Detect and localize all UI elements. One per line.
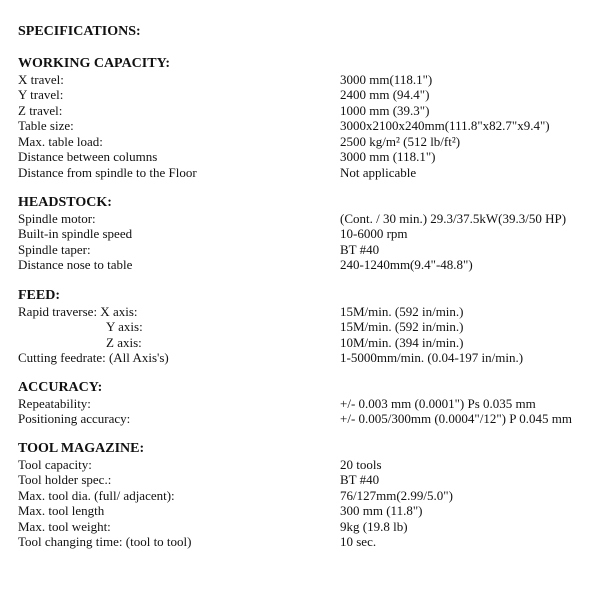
spec-value: 76/127mm(2.99/5.0") <box>340 487 453 503</box>
spec-label: Positioning accuracy: <box>18 411 131 426</box>
spec-value: 20 tools <box>340 456 382 472</box>
spec-label: Tool changing time: (tool to tool) <box>18 534 192 549</box>
spec-value: 15M/min. (592 in/min.) <box>340 319 464 334</box>
section-heading: TOOL MAGAZINE: <box>18 441 145 456</box>
spec-label: Spindle taper: <box>18 241 91 257</box>
spec-row-tool-holder <box>18 472 588 488</box>
spec-label: Distance between columns <box>18 149 158 164</box>
spec-value: +/- 0.005/300mm (0.0004"/12") P 0.045 mm <box>340 411 572 426</box>
spec-value: 10 sec. <box>340 534 377 549</box>
spec-value: 10M/min. (394 in/min.) <box>340 334 464 350</box>
spec-label: Built-in spindle speed <box>18 226 133 241</box>
spec-row-repeatability <box>18 396 588 412</box>
section-heading: ACCURACY: <box>18 380 103 395</box>
spec-row-spindle-speed <box>18 226 588 242</box>
spec-row-spindle-motor <box>18 211 588 227</box>
spec-row-table-size <box>18 118 588 134</box>
spec-row-rapid-z <box>18 335 588 351</box>
spec-value: 240-1240mm(9.4"-48.8") <box>340 257 473 272</box>
section-tool-magazine <box>18 441 588 550</box>
section-feed <box>18 288 588 366</box>
spec-label: Y travel: <box>18 87 64 102</box>
spec-row-max-tool-length <box>18 503 588 519</box>
spec-row-rapid-y <box>18 319 588 335</box>
spec-label: Z travel: <box>18 102 63 118</box>
spec-label: Spindle motor: <box>18 210 96 226</box>
spec-value: 2400 mm (94.4") <box>340 87 430 102</box>
spec-row-max-tool-dia <box>18 488 588 504</box>
spec-value: BT #40 <box>340 241 380 257</box>
section-headstock <box>18 195 588 273</box>
page-title: SPECIFICATIONS: <box>18 24 141 39</box>
spec-row-positioning-accuracy <box>18 411 588 427</box>
spec-value: 1000 mm (39.3") <box>340 102 430 118</box>
spec-row-distance-between-columns <box>18 149 588 165</box>
spec-row-max-tool-weight <box>18 519 588 535</box>
spec-label: X travel: <box>18 71 64 87</box>
spec-row-z-travel <box>18 103 588 119</box>
spec-value: (Cont. / 30 min.) 29.3/37.5kW(39.3/50 HP) <box>340 210 567 226</box>
spec-value: 9kg (19.8 lb) <box>340 518 408 534</box>
spec-label: Max. table load: <box>18 133 103 149</box>
spec-label: Rapid traverse: X axis: <box>18 303 138 319</box>
spec-row-spindle-taper <box>18 242 588 258</box>
spec-value: 2500 kg/m² (512 lb/ft²) <box>340 133 461 149</box>
spec-row-nose-to-table <box>18 257 588 273</box>
spec-row-spindle-to-floor <box>18 165 588 181</box>
spec-label: Z axis: <box>106 334 142 350</box>
spec-label: Table size: <box>18 118 74 133</box>
spec-value: 1-5000mm/min. (0.04-197 in/min.) <box>340 350 524 365</box>
spec-value: 15M/min. (592 in/min.) <box>340 303 464 319</box>
spec-value: 3000 mm(118.1") <box>340 71 433 87</box>
spec-label: Max. tool length <box>18 503 105 518</box>
spec-row-rapid-x <box>18 304 588 320</box>
section-accuracy <box>18 380 588 427</box>
spec-label: Cutting feedrate: (All Axis's) <box>18 350 169 365</box>
spec-label: Distance from spindle to the Floor <box>18 164 197 180</box>
spec-row-x-travel <box>18 72 588 88</box>
spec-label: Max. tool dia. (full/ adjacent): <box>18 487 175 503</box>
spec-value: 10-6000 rpm <box>340 226 408 241</box>
spec-label: Tool holder spec.: <box>18 472 112 487</box>
spec-label: Max. tool weight: <box>18 518 111 534</box>
spec-label: Distance nose to table <box>18 257 133 272</box>
spec-row-cutting-feedrate <box>18 350 588 366</box>
section-heading: FEED: <box>18 288 60 303</box>
spec-row-tool-capacity <box>18 457 588 473</box>
section-heading: WORKING CAPACITY: <box>18 56 171 71</box>
spec-row-y-travel <box>18 87 588 103</box>
spec-value: 300 mm (11.8") <box>340 503 423 518</box>
spec-value: +/- 0.003 mm (0.0001") Ps 0.035 mm <box>340 395 536 411</box>
spec-label: Y axis: <box>106 319 143 334</box>
spec-value: 3000 mm (118.1") <box>340 149 436 164</box>
spec-label: Repeatability: <box>18 395 91 411</box>
section-heading: HEADSTOCK: <box>18 195 112 210</box>
spec-row-max-table-load <box>18 134 588 150</box>
spec-value: 3000x2100x240mm(111.8"x82.7"x9.4") <box>340 118 550 133</box>
spec-label: Tool capacity: <box>18 456 92 472</box>
spec-value: BT #40 <box>340 472 380 487</box>
spec-row-tool-changing-time <box>18 534 588 550</box>
section-working-capacity <box>18 56 588 180</box>
spec-value: Not applicable <box>340 164 417 180</box>
